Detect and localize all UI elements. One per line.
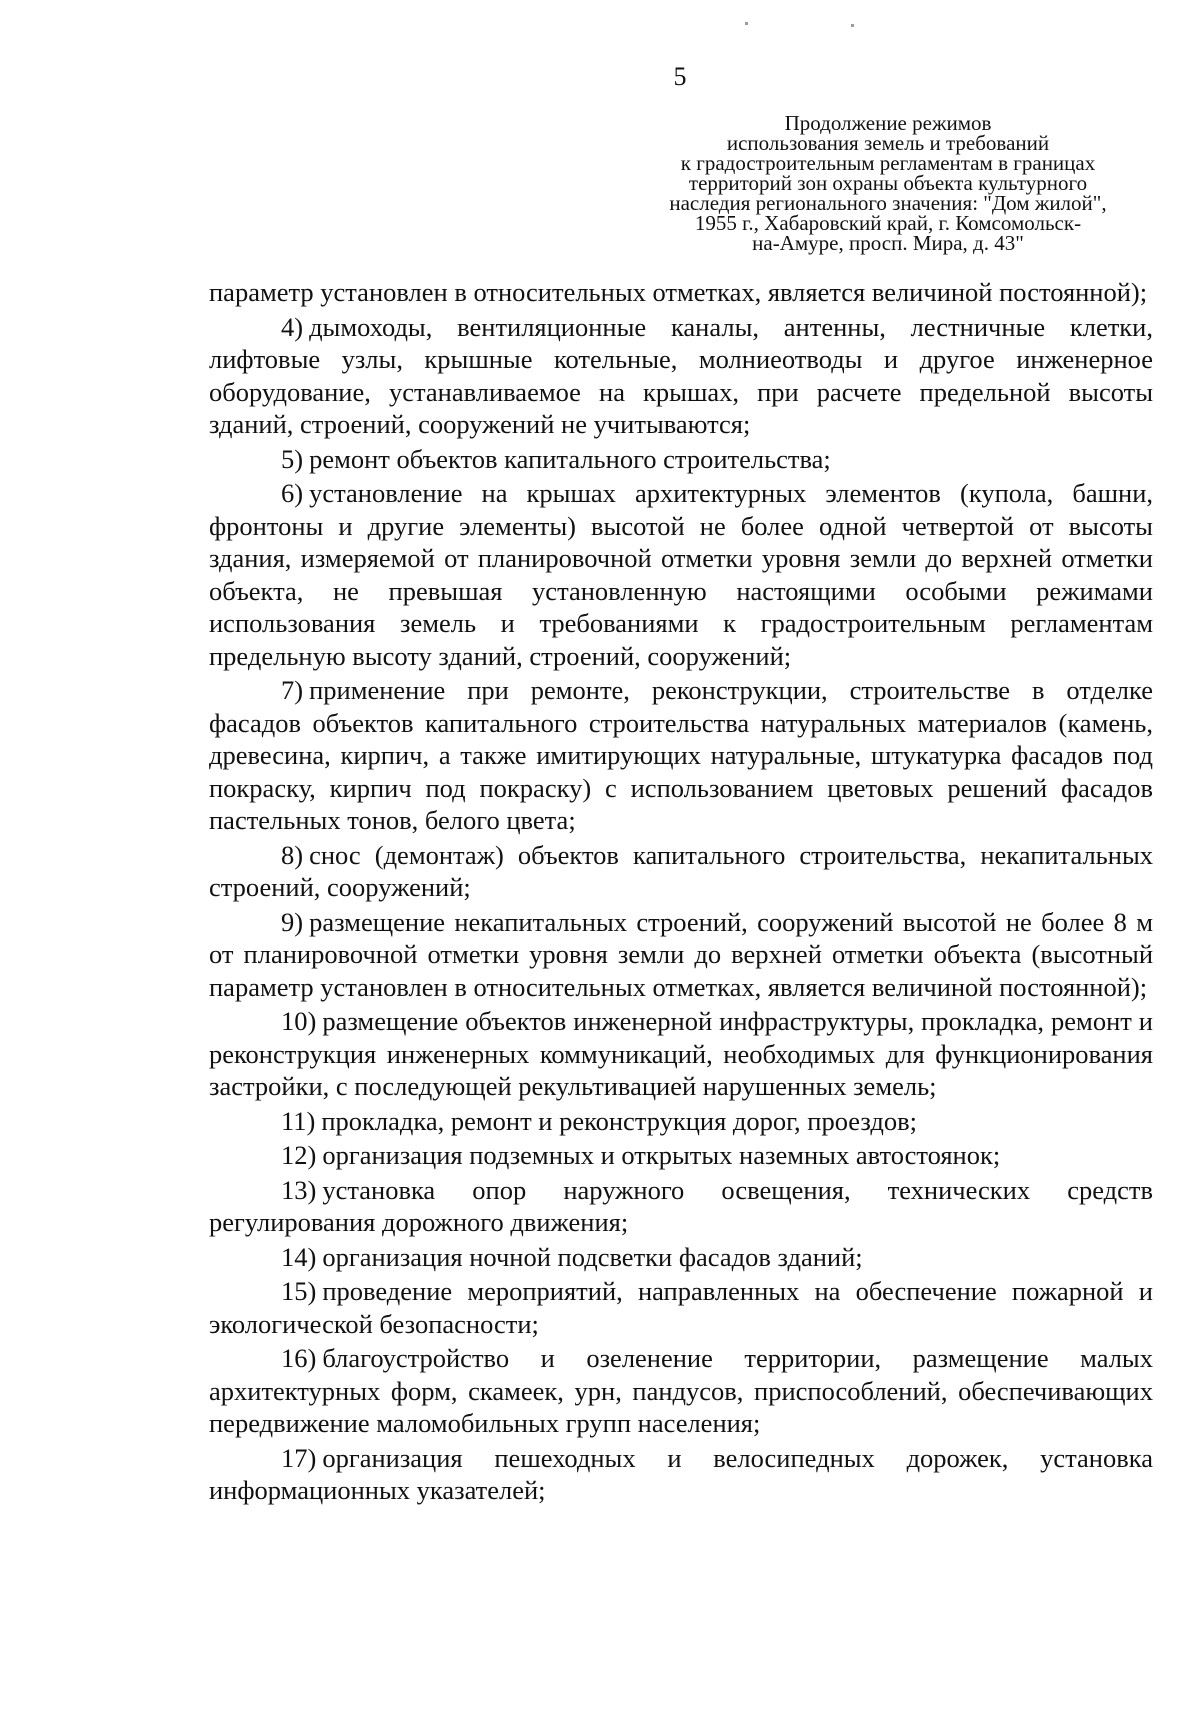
- list-item: [209, 906, 1153, 1004]
- heading-line: территорий зон охраны объекта культурного: [688, 171, 1088, 195]
- list-item: [209, 1342, 1153, 1440]
- heading-line: к градостроительным регламентам в границах: [680, 151, 1096, 175]
- list-item: [209, 1241, 1153, 1274]
- item-number: 8): [281, 839, 304, 870]
- continuation-paragraph: параметр установлен в относительных отметках, является величиной постоянной);: [209, 277, 1148, 307]
- heading-line: использования земель и требований: [726, 131, 1050, 155]
- item-text: установление на крышах архитектурных элементов (купола, башни, фронтоны и другие элементы) высотой не более одной четвертой от высоты здания, измеряемой от планировочной отметки уровня земли до верхней отметки объекта, не превышая установленную настоящими особыми режимами использования земель и требованиями к градостроительным регламентам предельную высоту зданий, строений, сооружений;: [209, 478, 1153, 671]
- item-number: 9): [281, 906, 304, 937]
- item-text: проведение мероприятий, направленных на обеспечение пожарной и экологической безопасности;: [209, 1276, 1153, 1339]
- item-text: организация подземных и открытых наземных автостоянок;: [322, 1140, 1001, 1170]
- item-text: снос (демонтаж) объектов капитального строительства, некапитальных строений, сооружений;: [209, 839, 1153, 902]
- item-number: 7): [281, 675, 304, 705]
- list-item: [209, 1174, 1153, 1239]
- document-body: [209, 276, 1153, 1509]
- item-text: организация ночной подсветки фасадов зданий;: [322, 1241, 863, 1272]
- heading-line: наследия регионального значения: "Дом жилой",: [669, 191, 1107, 215]
- list-item: [209, 1105, 1153, 1138]
- page-number: 5: [673, 62, 687, 91]
- list-item: [209, 311, 1153, 441]
- item-number: 14): [281, 1241, 317, 1272]
- item-number: 4): [281, 311, 304, 342]
- scan-speck: [745, 22, 748, 25]
- item-text: размещение некапитальных строений, сооружений высотой не более 8 м от планировочной отметки уровня земли до верхней отметки объекта (высотный параметр установлен в относительных отметках, является величиной постоянной);: [209, 906, 1153, 1002]
- item-text: применение при ремонте, реконструкции, строительстве в отделке фасадов объектов капитального строительства натуральных материалов (камень, древесина, кирпич, а также имитирующих натуральные, штукатурка фасадов под покраску, кирпич под покраску) с использованием цветовых решений фасадов пастельных тонов, белого цвета;: [209, 675, 1153, 835]
- list-item: [209, 477, 1153, 672]
- heading-line: 1955 г., Хабаровский край, г. Комсомольск-: [694, 211, 1082, 235]
- item-text: организация пешеходных и велосипедных дорожек, установка информационных указателей;: [209, 1442, 1153, 1505]
- item-text: прокладка, ремонт и реконструкция дорог, проездов;: [321, 1105, 917, 1136]
- item-number: 6): [281, 478, 304, 508]
- item-number: 12): [281, 1140, 317, 1170]
- item-number: 15): [281, 1276, 317, 1306]
- heading-line: на-Амуре, просп. Мира, д. 43": [752, 231, 1024, 255]
- item-text: благоустройство и озеленение территории, размещение малых архитектурных форм, скамеек, урн, пандусов, приспособлений, обеспечивающих передвижение маломобильных групп населения;: [209, 1343, 1153, 1438]
- list-item: [209, 1005, 1153, 1103]
- list-item: [209, 839, 1153, 904]
- list-item: [209, 1442, 1153, 1507]
- item-number: 11): [281, 1105, 316, 1136]
- item-number: 10): [281, 1006, 317, 1036]
- list-item: [209, 1139, 1153, 1172]
- list-item: [209, 674, 1153, 837]
- scan-speck: [851, 24, 854, 27]
- item-text: размещение объектов инженерной инфраструктуры, прокладка, ремонт и реконструкция инженерных коммуникаций, необходимых для функционирования застройки, с последующей рекультивацией нарушенных земель;: [209, 1006, 1153, 1101]
- item-number: 17): [281, 1442, 317, 1473]
- list-item: [209, 1275, 1153, 1340]
- item-text: дымоходы, вентиляционные каналы, антенны, лестничные клетки, лифтовые узлы, крышные котельные, молниеотводы и другое инженерное оборудование, устанавливаемое на крышах, при расчете предельной высоты зданий, строений, сооружений не учитываются;: [209, 311, 1153, 439]
- item-number: 16): [281, 1343, 317, 1373]
- item-text: установка опор наружного освещения, технических средств регулирования дорожного движения;: [209, 1174, 1153, 1237]
- item-number: 5): [281, 443, 304, 474]
- item-text: ремонт объектов капитального строительства;: [309, 443, 831, 474]
- heading-line: Продолжение режимов: [784, 111, 992, 135]
- item-number: 13): [281, 1174, 317, 1205]
- annex-heading: [618, 113, 1158, 253]
- list-item: [209, 443, 1153, 476]
